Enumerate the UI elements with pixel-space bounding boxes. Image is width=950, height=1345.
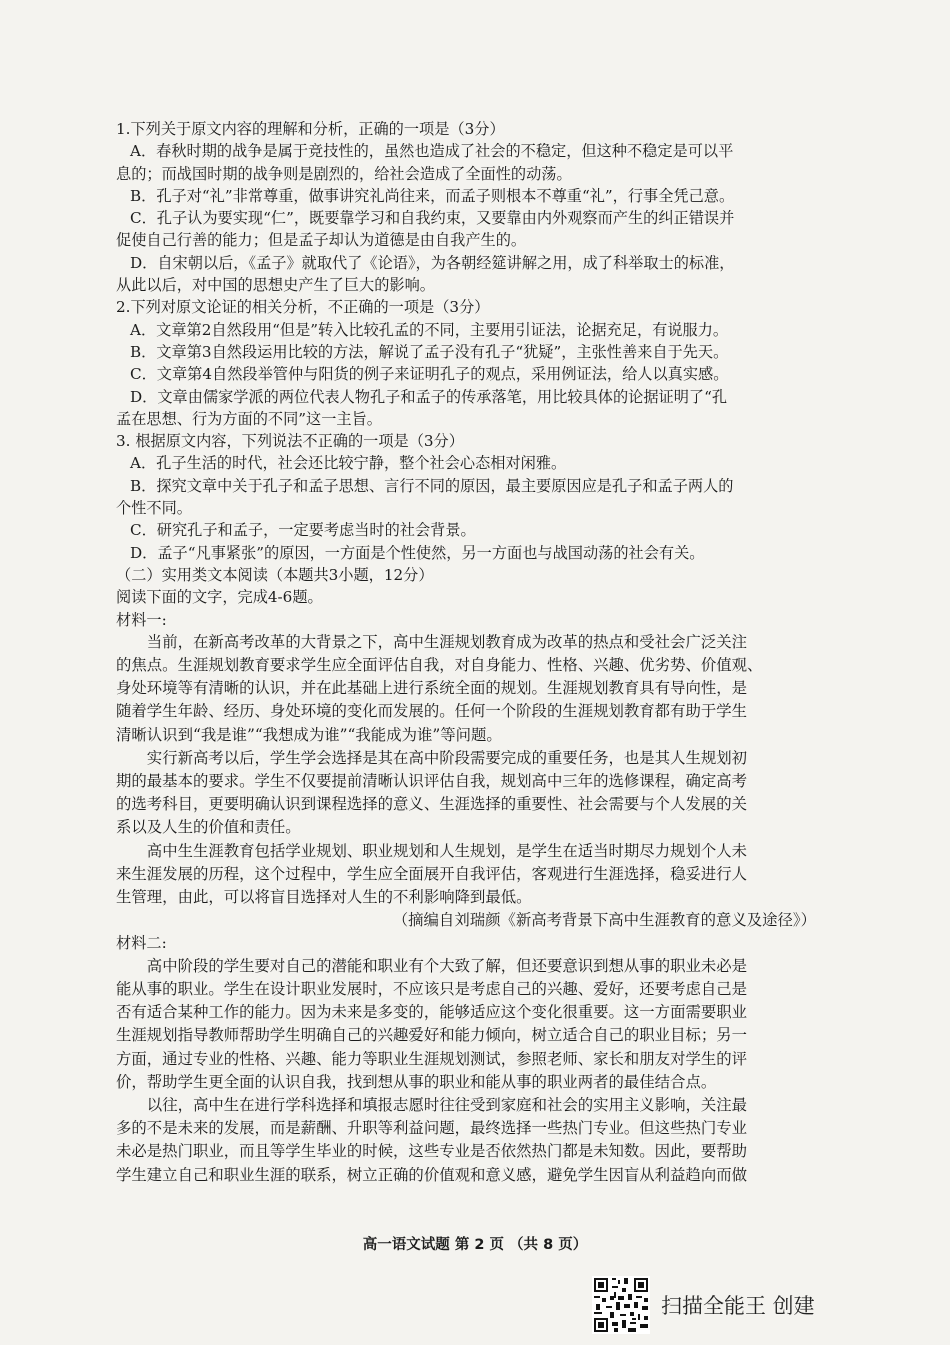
material-line: 学生建立自己和职业生涯的联系，树立正确的价值观和意义感，避免学生因盲从利益趋向而做 <box>116 1165 748 1184</box>
material-line: 的选考科目，更要明确认识到课程选择的意义、生涯选择的重要性、社会需要与个人发展的关 <box>116 795 748 814</box>
material-line: 系以及人生的价值和责任。 <box>116 818 301 837</box>
material-line: 期的最基本的要求。学生不仅要提前清晰认识评估自我，规划高中三年的选修课程，确定高考 <box>116 772 748 791</box>
material2-body <box>116 955 816 1187</box>
material1-body <box>116 631 816 909</box>
section-instruction: 阅读下面的文字，完成4-6题。 <box>116 588 323 607</box>
material-line: 生管理，由此，可以将盲目选择对人生的不利影响降到最低。 <box>116 888 532 907</box>
material-line: 的焦点。生涯规划教育要求学生应全面评估自我，对自身能力、性格、兴趣、优劣势、价值观、 <box>116 656 763 675</box>
material-line: 实行新高考以后，学生学会选择是其在高中阶段需要完成的重要任务，也是其人生规划初 <box>146 748 748 767</box>
material-line: 以往，高中生在进行学科选择和填报志愿时往往受到家庭和社会的实用主义影响，关注最 <box>146 1095 748 1114</box>
material-line: 价，帮助学生更全面的认识自我，找到想从事的职业和能从事的职业两者的最佳结合点。 <box>116 1072 717 1091</box>
material-line: 高中阶段的学生要对自己的潜能和职业有个大致了解，但还要意识到想从事的职业未必是 <box>146 956 748 975</box>
material-line: 高中生生涯教育包括学业规划、职业规划和人生规划，是学生在适当时期尽力规划个人未 <box>146 841 748 860</box>
question-option-line: B．探究文章中关于孔子和孟子思想、言行不同的原因，最主要原因应是孔子和孟子两人的 <box>130 476 734 495</box>
material-line: 方面，通过专业的性格、兴趣、能力等职业生涯规划测试，参照老师、家长和朋友对学生的评 <box>116 1049 748 1068</box>
question-list <box>116 118 816 564</box>
material-line: 生涯规划指导教师帮助学生明确自己的兴趣爱好和能力倾向，树立适合自己的职业目标；另一 <box>116 1026 748 1045</box>
question-stem: 2.下列对原文论证的相关分析，不正确的一项是（3分） <box>116 298 490 317</box>
brand-watermark: 扫描全能王 创建 <box>661 1294 815 1318</box>
question-option-line: C．文章第4自然段举管仲与阳货的例子来证明孔子的观点，采用例证法，给人以真实感。 <box>130 365 729 384</box>
material-line: 来生涯发展的历程，这个过程中，学生应全面展开自我评估，客观进行生涯选择，稳妥进行人 <box>116 864 748 883</box>
question-stem: 3. 根据原文内容，下列说法不正确的一项是（3分） <box>116 432 464 451</box>
material-line: 未必是热门职业，而且等学生毕业的时候，这些专业是否依然热门都是未知数。因此，要帮助 <box>116 1142 748 1161</box>
question-option-line: D．孟子“凡事紧张”的原因，一方面是个性使然，另一方面也与战国动荡的社会有关。 <box>130 543 705 562</box>
question-option-line: C．孔子认为要实现“仁”，既要靠学习和自我约束，又要靠由内外观察而产生的纠正错误并 <box>130 209 735 228</box>
section-heading: （二）实用类文本阅读（本题共3小题，12分） <box>116 565 434 584</box>
question-stem: 1.下列关于原文内容的理解和分析，正确的一项是（3分） <box>116 120 505 138</box>
material-line: 身处环境等有清晰的认识，并在此基础上进行系统全面的规划。生涯规划教育具有导向性，是 <box>116 679 748 698</box>
material-line: 当前，在新高考改革的大背景之下，高中生涯规划教育成为改革的热点和受社会广泛关注 <box>146 632 748 651</box>
material-line: 多的不是未来的发展，而是薪酬、升职等利益问题，最终选择一些热门专业。但这些热门专业 <box>116 1119 748 1138</box>
question-option-line: D．文章由儒家学派的两位代表人物孔子和孟子的传承落笔，用比较具体的论据证明了“孔 <box>130 387 728 406</box>
question-option-line: B．孔子对“礼”非常尊重，做事讲究礼尚往来，而孟子则根本不尊重“礼”，行事全凭己意。 <box>130 186 735 205</box>
material-line: 能从事的职业。学生在设计职业发展时，不应该只是考虑自己的兴趣、爱好，还要考虑自己是 <box>116 979 748 998</box>
material2-label: 材料二: <box>116 934 167 953</box>
question-option-line: 个性不同。 <box>116 499 192 518</box>
question-option-line: A．文章第2自然段用“但是”转入比较孔孟的不同，主要用引证法，论据充足，有说服力。 <box>130 320 729 339</box>
question-option-line: 孟在思想、行为方面的不同”这一主旨。 <box>116 409 382 428</box>
question-option-line: C．研究孔子和孟子，一定要考虑当时的社会背景。 <box>130 521 476 540</box>
question-option-line: 息的；而战国时期的战争则是剧烈的，给社会造成了全面性的动荡。 <box>116 164 572 183</box>
page-content <box>116 118 816 1187</box>
material-line: 随着学生年龄、经历、身处环境的变化而发展的。任何一个阶段的生涯规划教育都有助于学生 <box>116 702 748 721</box>
question-option-line: 促使自己行善的能力；但是孟子却认为道德是由自我产生的。 <box>116 231 527 250</box>
material-line: 否有适合某种工作的能力。因为未来是多变的，能够适应这个变化很重要。这一方面需要职业 <box>116 1003 748 1022</box>
question-option-line: D．自宋朝以后，《孟子》就取代了《论语》，为各朝经筵讲解之用，成了科举取士的标准， <box>130 253 735 272</box>
question-option-line: A．孔子生活的时代，社会还比较宁静，整个社会心态相对闲雅。 <box>130 454 567 473</box>
question-option-line: B．文章第3自然段运用比较的方法，解说了孟子没有孔子“犹疑”，主张性善来自于先天。 <box>130 342 729 361</box>
material-line: 清晰认识到“我是谁”“我想成为谁”“我能成为谁”等问题。 <box>116 725 502 744</box>
page-footer: 高一语文试题 第 2 页 （共 8 页） <box>362 1237 588 1253</box>
qr-code-icon <box>592 1276 650 1334</box>
material1-source: （摘编自刘瑞颜《新高考背景下高中生涯教育的意义及途径》） <box>392 911 816 930</box>
question-option-line: 从此以后，对中国的思想史产生了巨大的影响。 <box>116 276 435 295</box>
question-option-line: A．春秋时期的战争是属于竞技性的，虽然也造成了社会的不稳定，但这种不稳定是可以平 <box>130 142 734 161</box>
material1-label: 材料一: <box>116 610 167 629</box>
